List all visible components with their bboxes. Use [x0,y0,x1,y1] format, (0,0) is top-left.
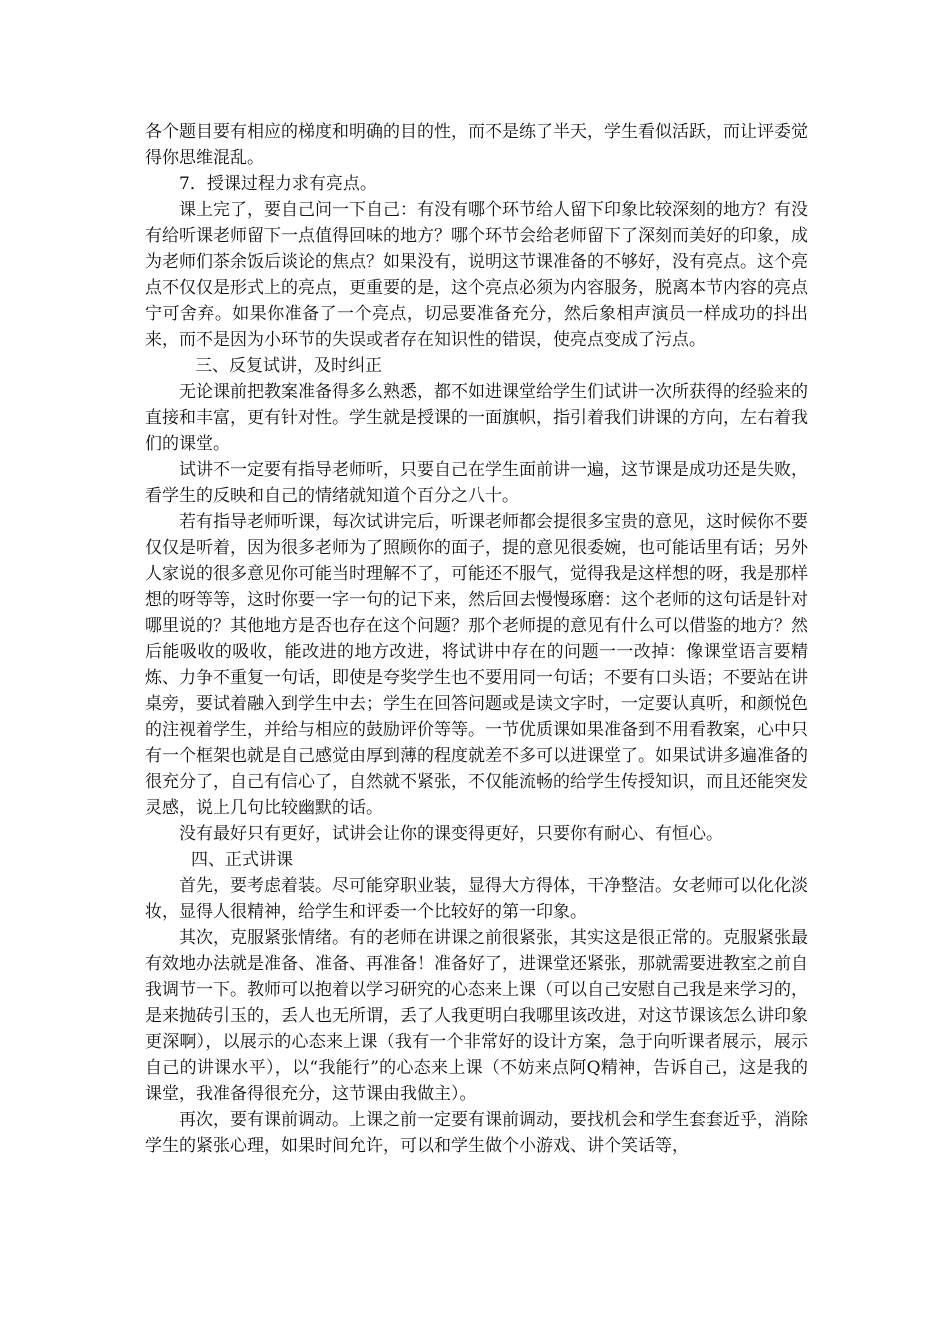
section-heading-3: 三、反复试讲，及时纠正 [195,356,382,376]
subheading-7: 7．授课过程力求有亮点。 [179,174,377,194]
paragraph-trial-mentor: 若有指导老师听课，每次试讲完后，听课老师都会提很多宝贵的意见，这时候你不要仅仅是听着，因为很多老师为了照顾你的面子，提的意见很委婉，也可能话里有话；另外人家说的很多意见你可能当时理解不了，可能还不服气，觉得我是这样想的呀，我是那样想的呀等等，这时你要一字一句的记下来，然后回去慢慢琢磨：这个老师的这句话是针对哪里说的？其他地方是否也存在这个问题？那个老师提的意见有什么可以借鉴的地方？然后能吸收的吸收，能改进的地方改进，将试讲中存在的问题一一改掉：像课堂语言要精炼、力争不重复一句话，即使是夸奖学生也不要用同一句话；不要有口头语；不要站在讲桌旁，要试着融入到学生中去；学生在回答问题或是读文字时，一定要认真听，和颜悦色的注视着学生，并给与相应的鼓励评价等等。一节优质课如果准备到不用看教案，心中只有一个框架也就是自己感觉由厚到薄的程度就差不多可以进课堂了。如果试讲多遍准备的很充分了，自己有信心了，自然就不紧张，不仅能流畅的给学生传授知识，而且还能突发灵感，说上几句比较幽默的话。 [145,512,808,818]
paragraph-highlights: 课上完了，要自己问一下自己：有没有哪个环节给人留下印象比较深刻的地方？有没有给听课老师留下一点值得回味的地方？哪个环节会给老师留下了深刻而美好的印象，成为老师们茶余饭后谈论的焦点？如果没有，说明这节课准备的不够好，没有亮点。这个亮点不仅仅是形式上的亮点，更重要的是，这个亮点必须为内容服务，脱离本节内容的亮点宁可舍弃。如果你准备了一个亮点，切忌要准备充分，然后象相声演员一样成功的抖出来，而不是因为小环节的失误或者存在知识性的错误，使亮点变成了污点。 [145,200,808,350]
paragraph-trial-summary: 没有最好只有更好，试讲会让你的课变得更好，只要你有耐心、有恒心。 [179,824,723,844]
paragraph-trial-intro: 无论课前把教案准备得多么熟悉，都不如进课堂给学生们试讲一次所获得的经验来的直接和丰富，更有针对性。学生就是授课的一面旗帜，指引着我们讲课的方向，左右着我们的课堂。 [145,382,808,454]
paragraph-continuation: 各个题目要有相应的梯度和明确的目的性，而不是练了半天，学生看似活跃，而让评委觉得你思维混乱。 [145,122,808,168]
section-heading-4: 四、正式讲课 [191,850,293,870]
paragraph-warmup: 再次，要有课前调动。上课之前一定要有课前调动，要找机会和学生套套近乎，消除学生的紧张心理，如果时间允许，可以和学生做个小游戏、讲个笑话等， [145,1110,808,1156]
document-page [145,119,808,1159]
paragraph-attire: 首先，要考虑着装。尽可能穿职业装，显得大方得体，干净整洁。女老师可以化化淡妆，显得人很精神，给学生和评委一个比较好的第一印象。 [145,876,808,922]
paragraph-trial-alone: 试讲不一定要有指导老师听，只要自己在学生面前讲一遍，这节课是成功还是失败，看学生的反映和自己的情绪就知道个百分之八十。 [145,460,808,506]
paragraph-nervousness: 其次，克服紧张情绪。有的老师在讲课之前很紧张，其实这是很正常的。克服紧张最有效地办法就是准备、准备、再准备！准备好了，进课堂还紧张，那就需要进教室之前自我调节一下。教师可以抱着以学习研究的心态来上课（可以自己安慰自己我是来学习的，是来抛砖引玉的，丢人也无所谓，丢了人我更明白我哪里该改进，对这节课该怎么讲印象更深啊），以展示的心态来上课（我有一个非常好的设计方案，急于向听课者展示，展示自己的讲课水平），以“我能行”的心态来上课（不妨来点阿Q精神，告诉自己，这是我的课堂，我准备得很充分，这节课由我做主）。 [145,928,808,1104]
